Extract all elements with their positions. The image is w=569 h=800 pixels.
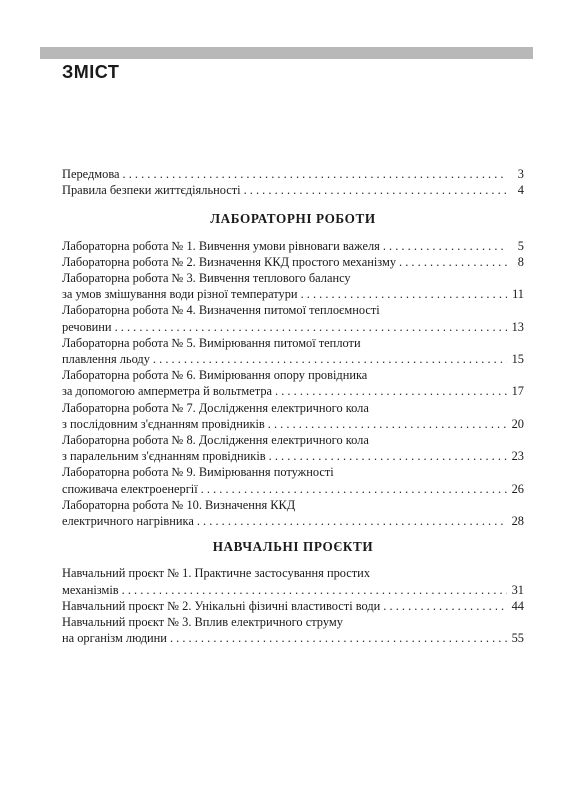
toc-entry	[62, 383, 524, 399]
toc-page-number: 15	[511, 352, 524, 367]
toc-entry-first-line: Лабораторна робота № 10. Визначення ККД	[62, 497, 296, 512]
toc-entry-first-line: Лабораторна робота № 5. Вимірювання питомої теплоти	[62, 335, 361, 350]
toc-entry-label: плавлення льоду	[62, 352, 150, 367]
projects-group	[62, 565, 524, 646]
toc-entry	[62, 286, 524, 302]
toc-page-number: 17	[511, 384, 524, 399]
toc-entry-first-line: Лабораторна робота № 3. Вивчення теплового балансу	[62, 271, 351, 286]
toc-page-number: 26	[511, 481, 524, 496]
dot-leader	[244, 182, 507, 198]
section-heading-labs: ЛАБОРАТОРНІ РОБОТИ	[210, 211, 376, 227]
toc-entry	[62, 416, 524, 432]
dot-leader	[268, 416, 507, 432]
dot-leader	[399, 254, 507, 270]
toc-entry-label: споживача електроенергії	[62, 481, 198, 496]
toc-entry	[62, 481, 524, 497]
toc-entry	[62, 166, 524, 182]
toc-page-number: 4	[517, 183, 524, 198]
toc-page-number: 44	[511, 598, 524, 613]
dot-leader	[383, 238, 507, 254]
toc-entry-first-line: Лабораторна робота № 9. Вимірювання потужності	[62, 465, 334, 480]
toc-entry	[62, 513, 524, 529]
toc-entry	[62, 254, 524, 270]
dot-leader	[123, 166, 507, 182]
dot-leader	[301, 286, 507, 302]
toc-entry	[62, 598, 524, 614]
toc-entry	[62, 182, 524, 198]
toc-page-number: 28	[511, 514, 524, 529]
toc-page-number: 20	[511, 416, 524, 431]
toc-entry-first-line: Лабораторна робота № 6. Вимірювання опору провідника	[62, 368, 368, 383]
toc-entry	[62, 582, 524, 598]
dot-leader	[153, 351, 507, 367]
toc-entry-label: Лабораторна робота № 1. Вивчення умови рівноваги важеля	[62, 238, 380, 253]
toc-entry-label: з паралельним з'єднанням провідників	[62, 449, 266, 464]
toc-page-number: 23	[511, 449, 524, 464]
table-of-contents	[62, 166, 524, 646]
toc-entry-label: речовини	[62, 319, 112, 334]
toc-page-number: 3	[517, 167, 524, 181]
toc-page-number: 13	[511, 319, 524, 334]
toc-entry-first-line: Навчальний проєкт № 1. Практичне застосування простих	[62, 566, 371, 581]
toc-entry-label: на організм людини	[62, 631, 167, 646]
dot-leader	[170, 630, 507, 646]
toc-entry-label: Передмова	[62, 167, 120, 181]
toc-entry-label: Правила безпеки життєдіяльності	[62, 183, 241, 198]
toc-entry-label: за допомогою амперметра й вольтметра	[62, 384, 273, 399]
toc-entry-label: Навчальний проєкт № 2. Унікальні фізичні властивості води	[62, 598, 381, 613]
toc-page-number: 11	[512, 287, 524, 302]
toc-entry-label: електричного нагрівника	[62, 514, 194, 529]
toc-entry-label: за умов змішування води різної температури	[62, 287, 298, 302]
dot-leader	[201, 481, 507, 497]
toc-page-number: 5	[517, 238, 524, 253]
toc-entry	[62, 351, 524, 367]
toc-entry	[62, 630, 524, 646]
dot-leader	[115, 319, 507, 335]
toc-entry-first-line: Лабораторна робота № 4. Визначення питомої теплоємності	[62, 303, 380, 318]
toc-entry	[62, 238, 524, 254]
toc-entry-first-line: Лабораторна робота № 7. Дослідження електричного кола	[62, 400, 369, 415]
toc-entry	[62, 448, 524, 464]
page-title: ЗМІСТ	[62, 62, 120, 82]
dot-leader	[122, 582, 507, 598]
toc-entry	[62, 319, 524, 335]
section-heading-projects: НАВЧАЛЬНІ ПРОЄКТИ	[212, 539, 374, 555]
toc-page-number: 31	[511, 582, 524, 597]
toc-entry-first-line: Навчальний проєкт № 3. Вплив електричного струму	[62, 615, 343, 630]
toc-entry-label: механізмів	[62, 582, 119, 597]
header-bar	[40, 47, 533, 59]
toc-entry-label: з послідовним з'єднанням провідників	[62, 416, 265, 431]
dot-leader	[275, 383, 507, 399]
dot-leader	[197, 513, 507, 529]
toc-page-number: 55	[511, 631, 524, 646]
dot-leader	[383, 598, 507, 614]
dot-leader	[269, 448, 507, 464]
toc-entry-label: Лабораторна робота № 2. Визначення ККД простого механізму	[62, 254, 397, 269]
intro-group	[62, 166, 524, 198]
toc-entry-first-line: Лабораторна робота № 8. Дослідження електричного кола	[62, 433, 369, 448]
toc-page-number: 8	[517, 254, 524, 269]
labs-group	[62, 238, 524, 530]
